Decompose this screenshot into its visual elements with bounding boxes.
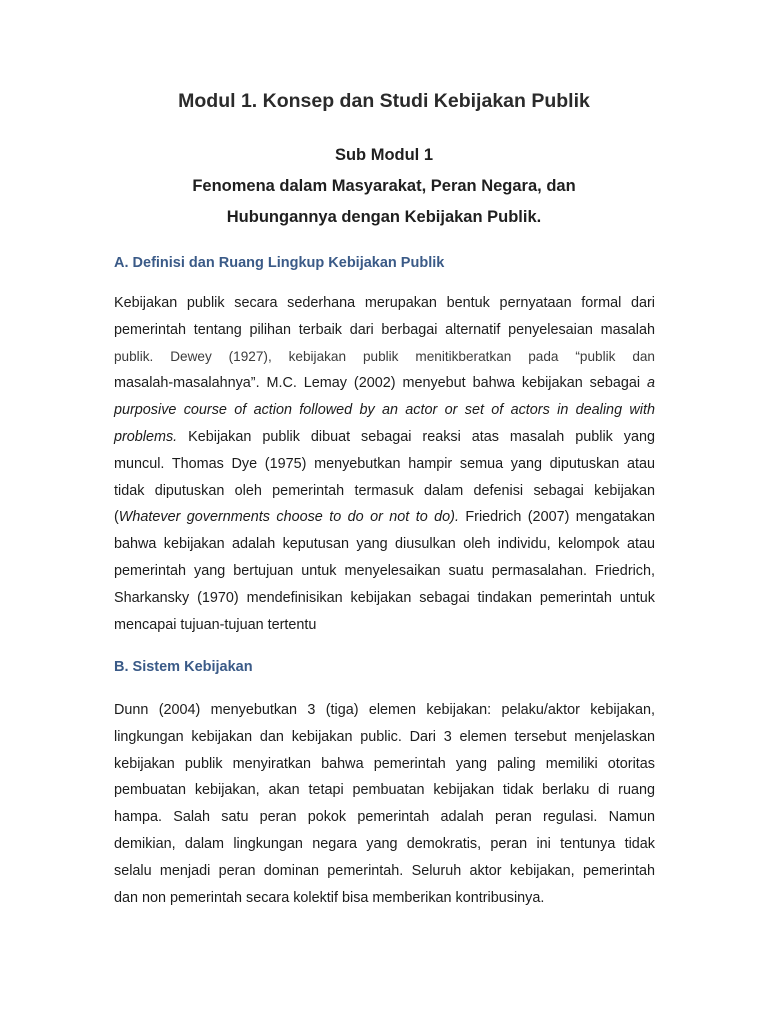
paragraph-line: (Whatever governments choose to do or not to do). Friedrich (2007) mengatakan xyxy=(114,509,655,526)
section-a-paragraph xyxy=(114,290,655,638)
page-title: Modul 1. Konsep dan Studi Kebijakan Publik xyxy=(178,90,590,112)
sub-modul-label: Sub Modul 1 xyxy=(334,146,434,164)
paragraph-line: lingkungan kebijakan dan kebijakan public. Dari 3 elemen tersebut menjelaskan xyxy=(114,728,655,745)
paragraph-line: kebijakan publik menyiratkan bahwa pemerintah yang paling memiliki otoritas xyxy=(114,755,655,772)
paragraph-line: purposive course of action followed by an actor or set of actors in dealing with xyxy=(114,402,655,419)
paragraph-line: Kebijakan publik secara sederhana merupakan bentuk pernyataan formal dari xyxy=(114,295,655,311)
subtitle-line-2: Hubungannya dengan Kebijakan Publik. xyxy=(226,208,542,226)
paragraph-line: Dunn (2004) menyebutkan 3 (tiga) elemen kebijakan: pelaku/aktor kebijakan, xyxy=(114,702,655,718)
subtitle-line-1: Fenomena dalam Masyarakat, Peran Negara, dan xyxy=(192,177,576,195)
paragraph-line: selalu menjadi peran dominan pemerintah. Seluruh aktor kebijakan, pemerintah xyxy=(114,862,655,879)
paragraph-line: mencapai tujuan-tujuan tertentu xyxy=(114,616,317,633)
paragraph-line: pemerintah tentang pilihan terbaik dari berbagai alternatif penyelesaian masalah xyxy=(114,321,655,338)
section-b-paragraph xyxy=(114,697,655,911)
paragraph-line: problems. Kebijakan publik dibuat sebagai reaksi atas masalah publik yang xyxy=(114,428,656,445)
paragraph-line: publik. Dewey (1927), kebijakan publik menitikberatkan pada “publik dan xyxy=(114,348,655,364)
paragraph-line: dan non pemerintah secara kolektif bisa memberikan kontribusinya. xyxy=(114,889,545,906)
paragraph-line: hampa. Salah satu peran pokok pemerintah adalah peran regulasi. Namun xyxy=(114,809,655,826)
paragraph-line: pemerintah yang bertujuan untuk menyelesaikan suatu permasalahan. Friedrich, xyxy=(114,562,655,579)
paragraph-line: Sharkansky (1970) mendefinisikan kebijakan sebagai tindakan pemerintah untuk xyxy=(114,589,655,606)
paragraph-line: masalah-masalahnya”. M.C. Lemay (2002) menyebut bahwa kebijakan sebagai a xyxy=(114,375,656,392)
section-b-heading: B. Sistem Kebijakan xyxy=(114,659,253,675)
paragraph-line: bahwa kebijakan adalah keputusan yang diusulkan oleh individu, kelompok atau xyxy=(114,536,655,553)
paragraph-line: demikian, dalam lingkungan negara yang demokratis, peran ini tentunya tidak xyxy=(114,835,655,852)
paragraph-line: pembuatan kebijakan, akan tetapi pembuatan kebijakan tidak berlaku di ruang xyxy=(114,782,655,799)
section-a-heading: A. Definisi dan Ruang Lingkup Kebijakan Publik xyxy=(114,255,445,271)
paragraph-line: muncul. Thomas Dye (1975) menyebutkan hampir semua yang diputuskan atau xyxy=(114,455,655,472)
paragraph-line: tidak diputuskan oleh pemerintah termasuk dalam defenisi sebagai kebijakan xyxy=(114,482,655,499)
